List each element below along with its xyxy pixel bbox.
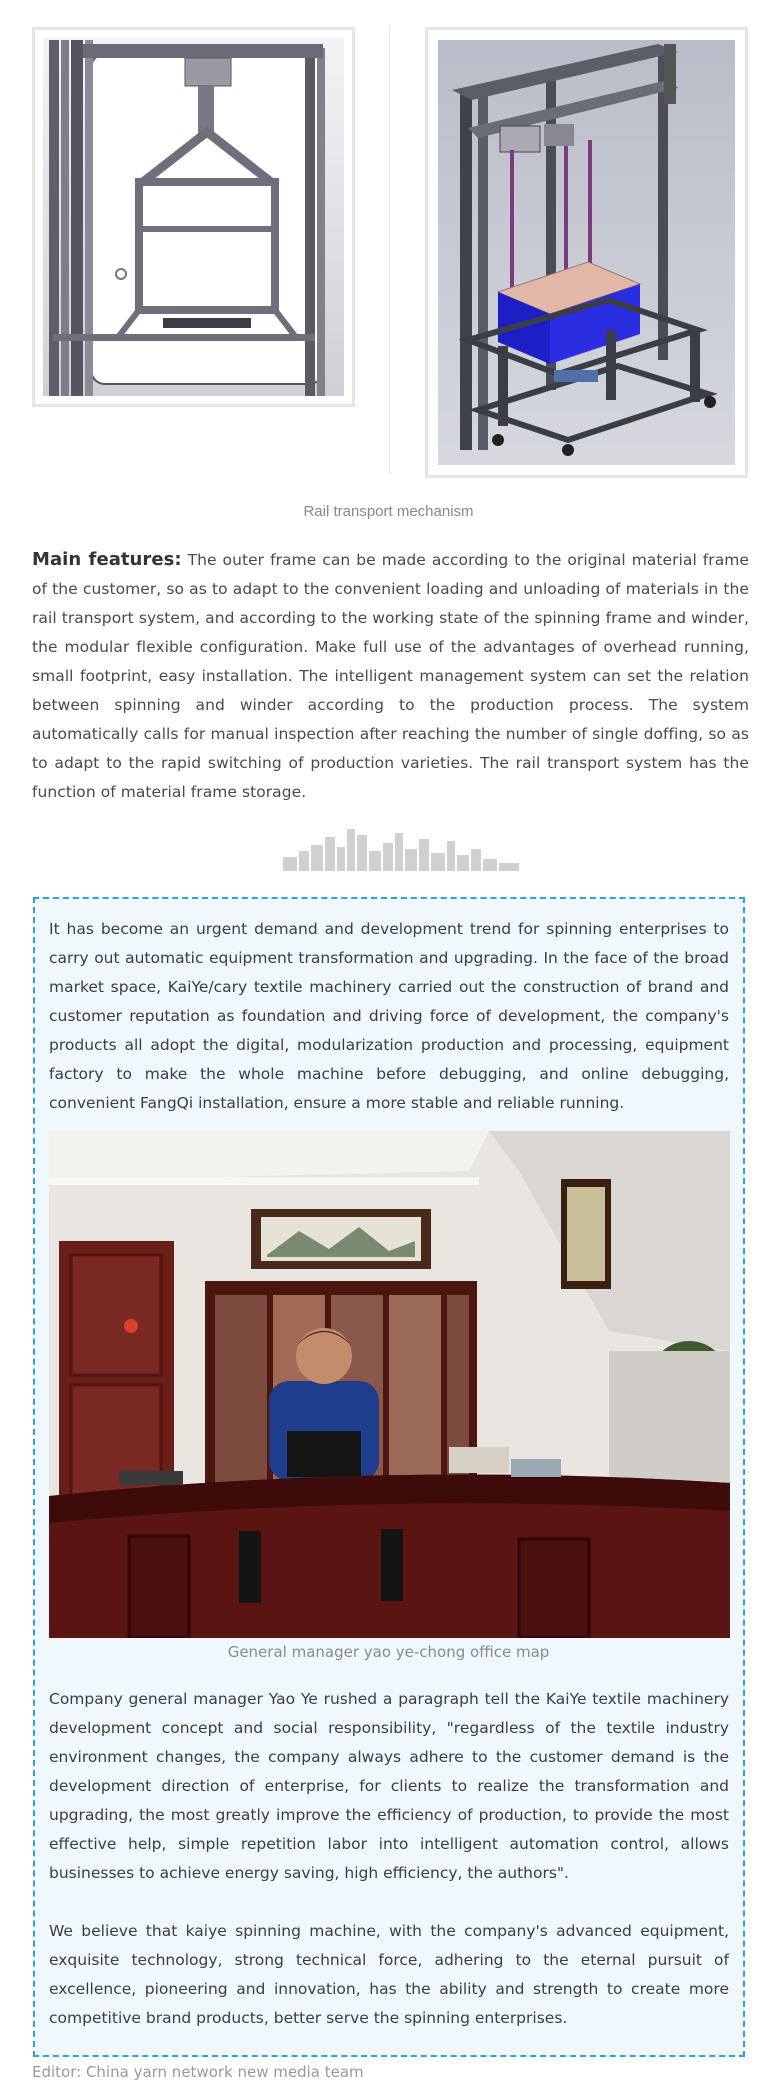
image-caption: Rail transport mechanism [303,503,474,520]
box-paragraph-1: It has become an urgent demand and development trend for spinning enterprises to carry out automatic equipment transformation and upgrading. In the face of the broad market space, KaiYe/cary textile machinery carried out the construction of brand and customer reputation as foundation and driving force of development, the company's products all adopt the digital, modularization production and processing, equipment factory to make the whole machine before debugging, and online debugging, convenient FangQi installation, ensure a more stable and reliable running. [49,920,729,1112]
frame-isometric-view-image [425,27,748,478]
editor-credit: Editor: China yarn network new media team [32,2063,364,2081]
main-features-heading: Main features: [32,549,182,570]
frame-front-view-image [32,27,355,407]
main-features-paragraph [32,545,749,807]
box-paragraph-2: Company general manager Yao Ye rushed a paragraph tell the KaiYe textile machinery development concept and social responsibility, "regardless of the textile industry environment changes, the company always adhere to the customer demand is the development direction of enterprise, for clients to realize the transformation and upgrading, the most greatly improve the efficiency of production, to provide the most effective help, simple repetition labor into intelligent automation control, allows businesses to achieve energy saving, high efficiency, the authors". [49,1690,729,1882]
frame-front-view-icon [35,30,352,404]
frame-isometric-view-icon [428,30,745,475]
photo-caption: General manager yao ye-chong office map [227,1643,550,1661]
city-skyline-icon [283,825,519,871]
image-divider [389,27,390,474]
main-features-text: The outer frame can be made according to the original material frame of the customer, so as to adapt to the convenient loading and unloading of materials in the rail transport system, and according to the working state of the spinning frame and winder, the modular flexible configuration. Make full use of the advantages of overhead running, small footprint, easy installation. The intelligent management system can set the relation between spinning and winder according to the production process. The system automatically calls for manual inspection after reaching the number of single doffing, so as to adapt to the rapid switching of production varieties. The rail transport system has the function of material frame storage. [32,551,749,801]
box-paragraph-3: We believe that kaiye spinning machine, with the company's advanced equipment, exquisite technology, strong technical force, adhering to the eternal pursuit of excellence, pioneering and innovation, has the ability and strength to create more competitive brand products, better serve the spinning enterprises. [49,1922,729,2027]
office-photo-icon [49,1131,730,1638]
